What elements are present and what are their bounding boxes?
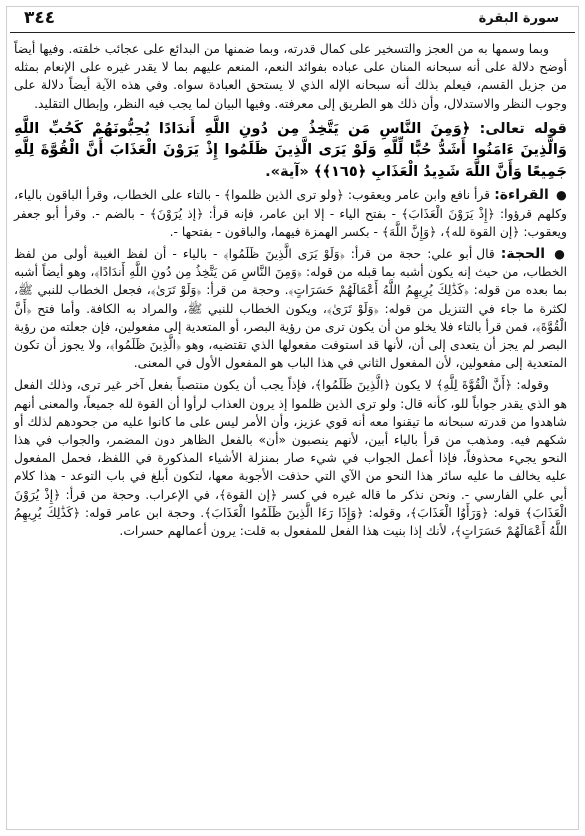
page-header [10,6,575,33]
surah-title: سورة البقرة [478,11,559,26]
verse-label: قوله تعالى: [479,119,567,137]
hujja-text: قال أبو علي: حجة من قرأ: ﴿وَلَوْ يَرَى الَّذِينَ ظَلَمُوا﴾ - بالياء - أن لفظ الغيبة أولى من لفظ الخطاب، من حيث إنه يكون أشبه بما قبله من قوله: ﴿وَمِنَ النَّاسِ مَن يَتَّخِذُ مِن دُونِ اللَّهِ أَندَادًا﴾، وهو أيضاً أشبه بما بعده من قوله: ﴿كَذَٰلِكَ يُرِيهِمُ اللَّهُ أَعْمَالَهُمْ حَسَرَاتٍ﴾. وحجة من قرأ: ﴿وَلَوْ تَرَىٰ﴾، فجعل الخطاب للنبي ﷺ، لكثرة ما جاء في التنزيل من قوله: ﴿وَلَوْ تَرَىٰ﴾، ويكون الخطاب للنبي ﷺ، والمراد به الكافة. وأما فتح ﴿أَنَّ الْقُوَّةَ﴾، فمن قرأ بالتاء فلا يخلو من أن يكون ترى من رؤية البصر، أو المتعدية إلى مفعولين، فإن جعلته من رؤية البصر لم يجز أن يتعدى إلى أن، لأنها قد استوفت مفعولها الذي تقتضيه، وهو ﴿الَّذِينَ ظَلَمُوا﴾، ولا يجوز أن تكون المتعدية إلى مفعولين، لأن المفعول الثاني في هذا الباب هو المفعول الأول في المعنى. [14,246,567,371]
hujja-section [14,245,567,372]
qiraa-text: قرأ نافع وابن عامر ويعقوب: ﴿ولو ترى الذين ظلموا﴾ - بالتاء على الخطاب، وقرأ الباقون بالياء، وكلهم قرؤوا: ﴿إِذْ يَرَوْنَ الْعَذَابَ﴾ - بفتح الياء - إلا ابن عامر، فإنه قرأ: ﴿إذ يُرَوْنَ﴾ - بالضم -. وقرأ أبو جعفر ويعقوب: ﴿إن القوة لله﴾، ﴿وَإِنَّ اللَّهَ﴾ - بكسر الهمزة فيهما، والباقون - بفتحها -. [14,188,567,239]
bullet-icon: ● [554,246,567,261]
page-number: ٣٤٤ [24,8,56,28]
intro-paragraph: وبما وسمها به من العجز والتسخير على كمال قدرته، وبما ضمنها من البدائع على عجائب خلقته. وفيها أيضاً أوضح دلالة على أنه سبحانه المنان على عباده بفوائد النعم، المنعم عليهم بما لا يقدر غيره على الإنعام بمثله من جزيل القسم، فيعلم بذلك أنه سبحانه الإله الذي لا يستحق العبادة سواه. وفي هذه الآية أيضاً دلالة على وجوب النظر والاستدلال، وأن ذلك هو الطريق إلى معرفته. وفيها البيان لما يجب فيه النظر، وإبطال التقليد. [14,42,567,111]
bullet-icon: ● [556,188,567,203]
qiraa-section [14,186,567,241]
qiraa-title: القراءة: [494,187,549,204]
discussion-paragraph: وقوله: ﴿أَنَّ الْقُوَّةَ لِلَّهِ﴾ لا يكون ﴿الَّذِينَ ظَلَمُوا﴾، فإذاً يجب أن يكون منتصباً بفعل آخر غير ترى، وذلك الفعل هو الذي يقدر جواباً للو، كأنه قال: ولو ترى الذين ظلموا إذ يرون العذاب لرأوا أن القوة لله جميعاً، والمعنى أنهم شاهدوا من قدرته سبحانه ما تيقنوا معه أنه قوي عزيز، وأن الأمر ليس على ما كانوا عليه من جحودهم لذلك أو شكهم فيه. ومذهب من قرأ بالياء أبين، لأنهم ينصبون «أن» بالفعل الظاهر دون المضمر، والجواب في هذا النحو يجيء محذوفاً، فإذا أعمل الجواب في شيء صار بمنزلة الأشياء المذكورة في اللفظ، فحمل المفعول عليه يخالف ما عليه سائر هذا النحو من الآي التي حذفت الأجوبة معها، لتكون أبلغ في باب التوعد - هذا كلام أبي علي الفارسي -. ونحن نذكر ما قاله غيره في كسر ﴿إن القوة﴾، في الإعراب. وحجة من قرأ: ﴿إِذْ يُرَوْنَ الْعَذَابَ﴾ قوله: ﴿وَرَأَوُا الْعَذَابَ﴾، وقوله: ﴿وَإِذَا رَءَا الَّذِينَ ظَلَمُوا الْعَذَابَ﴾. وحجة ابن عامر قوله: ﴿كَذَٰلِكَ يُرِيهِمُ اللَّهُ أَعْمَالَهُمْ حَسَرَاتٍ﴾، لأنك إذا بنيت هذا الفعل للمفعول به قلت: يرون أعمالهم حسرات. [14,378,567,538]
verse-block [14,118,567,183]
page-content [14,40,567,826]
verse-text: ﴿وَمِنَ النَّاسِ مَن يَتَّخِذُ مِن دُونِ اللَّهِ أَندَادًا يُحِبُّونَهُمْ كَحُبِّ اللَّهِ وَالَّذِينَ ءَامَنُوا أَشَدُّ حُبًّا لِّلَّهِ وَلَوْ يَرَى الَّذِينَ ظَلَمُوا إِذْ يَرَوْنَ الْعَذَابَ أَنَّ الْقُوَّةَ لِلَّهِ جَمِيعًا وَأَنَّ اللَّهَ شَدِيدُ الْعَذَابِ ﴿١٦٥﴾﴾ [14,119,567,180]
verse-reference: «آية». [265,162,309,180]
hujja-title: الحجة: [500,245,546,262]
